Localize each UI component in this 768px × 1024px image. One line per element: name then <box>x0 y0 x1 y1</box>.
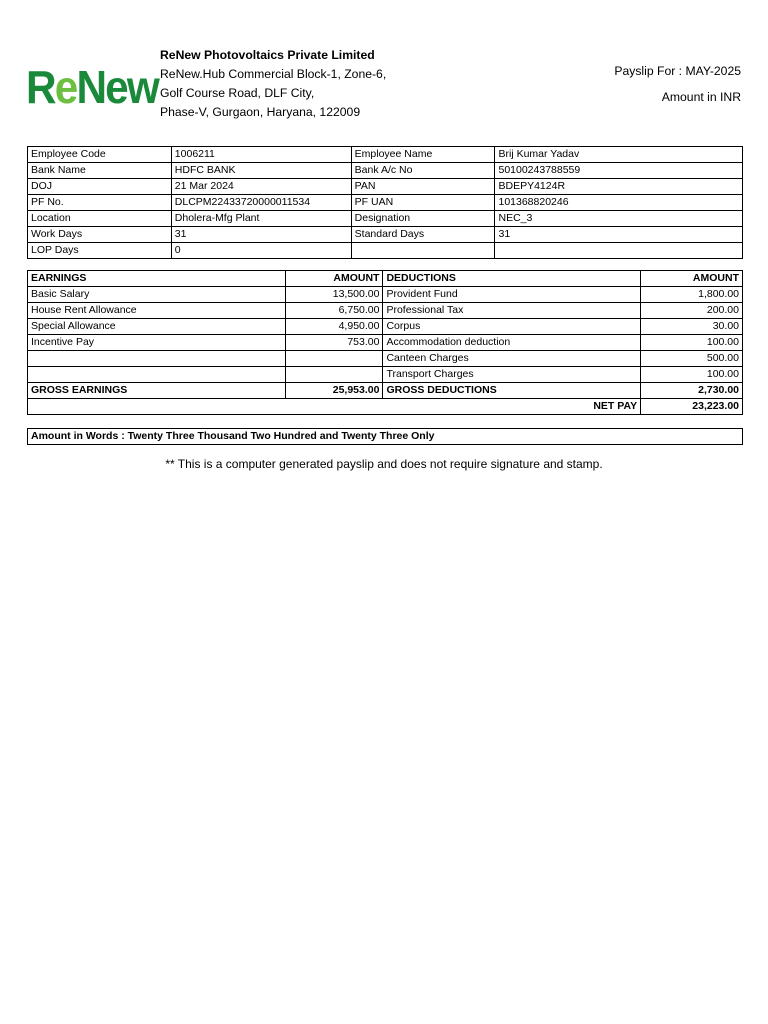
deduction-label: Corpus <box>383 319 641 335</box>
field-label: PF No. <box>28 195 172 211</box>
employee-details-table <box>27 146 743 259</box>
employee-row <box>28 163 743 179</box>
field-label: Employee Code <box>28 147 172 163</box>
earning-amount <box>285 367 383 383</box>
field-value: 0 <box>171 243 351 259</box>
field-value: DLCPM22433720000011534 <box>171 195 351 211</box>
earning-amount: 13,500.00 <box>285 287 383 303</box>
field-label: Work Days <box>28 227 172 243</box>
field-label: Employee Name <box>351 147 495 163</box>
table-header-row <box>28 271 743 287</box>
field-value: 50100243788559 <box>495 163 743 179</box>
company-name: ReNew Photovoltaics Private Limited <box>160 48 375 62</box>
payslip-meta <box>614 58 741 110</box>
logo-r: R <box>26 61 55 113</box>
employee-row <box>28 227 743 243</box>
deduction-amount: 200.00 <box>641 303 743 319</box>
field-label: Location <box>28 211 172 227</box>
deduction-amount: 30.00 <box>641 319 743 335</box>
field-value: HDFC BANK <box>171 163 351 179</box>
field-label: PAN <box>351 179 495 195</box>
earnings-header: EARNINGS <box>28 271 286 287</box>
employee-row <box>28 243 743 259</box>
field-value: 31 <box>171 227 351 243</box>
field-value: Dholera-Mfg Plant <box>171 211 351 227</box>
deduction-amount: 100.00 <box>641 335 743 351</box>
employee-row <box>28 179 743 195</box>
earning-label: Incentive Pay <box>28 335 286 351</box>
field-label: LOP Days <box>28 243 172 259</box>
earning-amount: 6,750.00 <box>285 303 383 319</box>
table-row <box>28 367 743 383</box>
field-label: Designation <box>351 211 495 227</box>
gross-row <box>28 383 743 399</box>
table-row <box>28 287 743 303</box>
earning-label <box>28 351 286 367</box>
address-line: Phase-V, Gurgaon, Haryana, 122009 <box>160 105 361 119</box>
deduction-label: Provident Fund <box>383 287 641 303</box>
deduction-label: Professional Tax <box>383 303 641 319</box>
field-value: 1006211 <box>171 147 351 163</box>
deduction-amount: 500.00 <box>641 351 743 367</box>
earning-label: Special Allowance <box>28 319 286 335</box>
address-line: ReNew.Hub Commercial Block-1, Zone-6, <box>160 67 387 81</box>
field-value: 31 <box>495 227 743 243</box>
company-block <box>160 46 386 122</box>
disclaimer-note: ** This is a computer generated payslip and does not require signature and stamp. <box>165 457 603 471</box>
employee-row <box>28 147 743 163</box>
field-value: Brij Kumar Yadav <box>495 147 743 163</box>
deduction-amount: 100.00 <box>641 367 743 383</box>
earning-amount <box>285 351 383 367</box>
field-label: DOJ <box>28 179 172 195</box>
earning-label: House Rent Allowance <box>28 303 286 319</box>
field-value: NEC_3 <box>495 211 743 227</box>
table-row <box>28 319 743 335</box>
table-row <box>28 303 743 319</box>
deduction-label: Canteen Charges <box>383 351 641 367</box>
earning-label <box>28 367 286 383</box>
table-row <box>28 335 743 351</box>
field-label <box>351 243 495 259</box>
field-value <box>495 243 743 259</box>
net-pay-value: 23,223.00 <box>641 399 743 415</box>
field-label: PF UAN <box>351 195 495 211</box>
gross-earnings-value: 25,953.00 <box>285 383 383 399</box>
payslip-period: Payslip For : MAY-2025 <box>614 64 741 78</box>
field-value: BDEPY4124R <box>495 179 743 195</box>
field-label: Standard Days <box>351 227 495 243</box>
gross-deductions-value: 2,730.00 <box>641 383 743 399</box>
field-label: Bank Name <box>28 163 172 179</box>
deduction-label: Accommodation deduction <box>383 335 641 351</box>
logo-e: e <box>54 61 77 113</box>
logo-new: New <box>76 61 158 113</box>
net-pay-row <box>28 399 743 415</box>
address-line: Golf Course Road, DLF City, <box>160 86 315 100</box>
field-value: 21 Mar 2024 <box>171 179 351 195</box>
field-value: 101368820246 <box>495 195 743 211</box>
employee-row <box>28 211 743 227</box>
earning-amount: 753.00 <box>285 335 383 351</box>
renew-logo <box>26 62 158 112</box>
employee-row <box>28 195 743 211</box>
deductions-header: DEDUCTIONS <box>383 271 641 287</box>
currency-note: Amount in INR <box>661 90 741 104</box>
earning-amount: 4,950.00 <box>285 319 383 335</box>
amount-header: AMOUNT <box>641 271 743 287</box>
gross-earnings-label: GROSS EARNINGS <box>28 383 286 399</box>
field-label: Bank A/c No <box>351 163 495 179</box>
amount-header: AMOUNT <box>285 271 383 287</box>
deduction-label: Transport Charges <box>383 367 641 383</box>
gross-deductions-label: GROSS DEDUCTIONS <box>383 383 641 399</box>
net-pay-label: NET PAY <box>28 399 641 415</box>
amount-in-words-table <box>27 428 743 445</box>
table-row <box>28 351 743 367</box>
deduction-amount: 1,800.00 <box>641 287 743 303</box>
amount-in-words: Amount in Words : Twenty Three Thousand Two Hundred and Twenty Three Only <box>28 429 743 445</box>
earnings-deductions-table <box>27 270 743 415</box>
earning-label: Basic Salary <box>28 287 286 303</box>
